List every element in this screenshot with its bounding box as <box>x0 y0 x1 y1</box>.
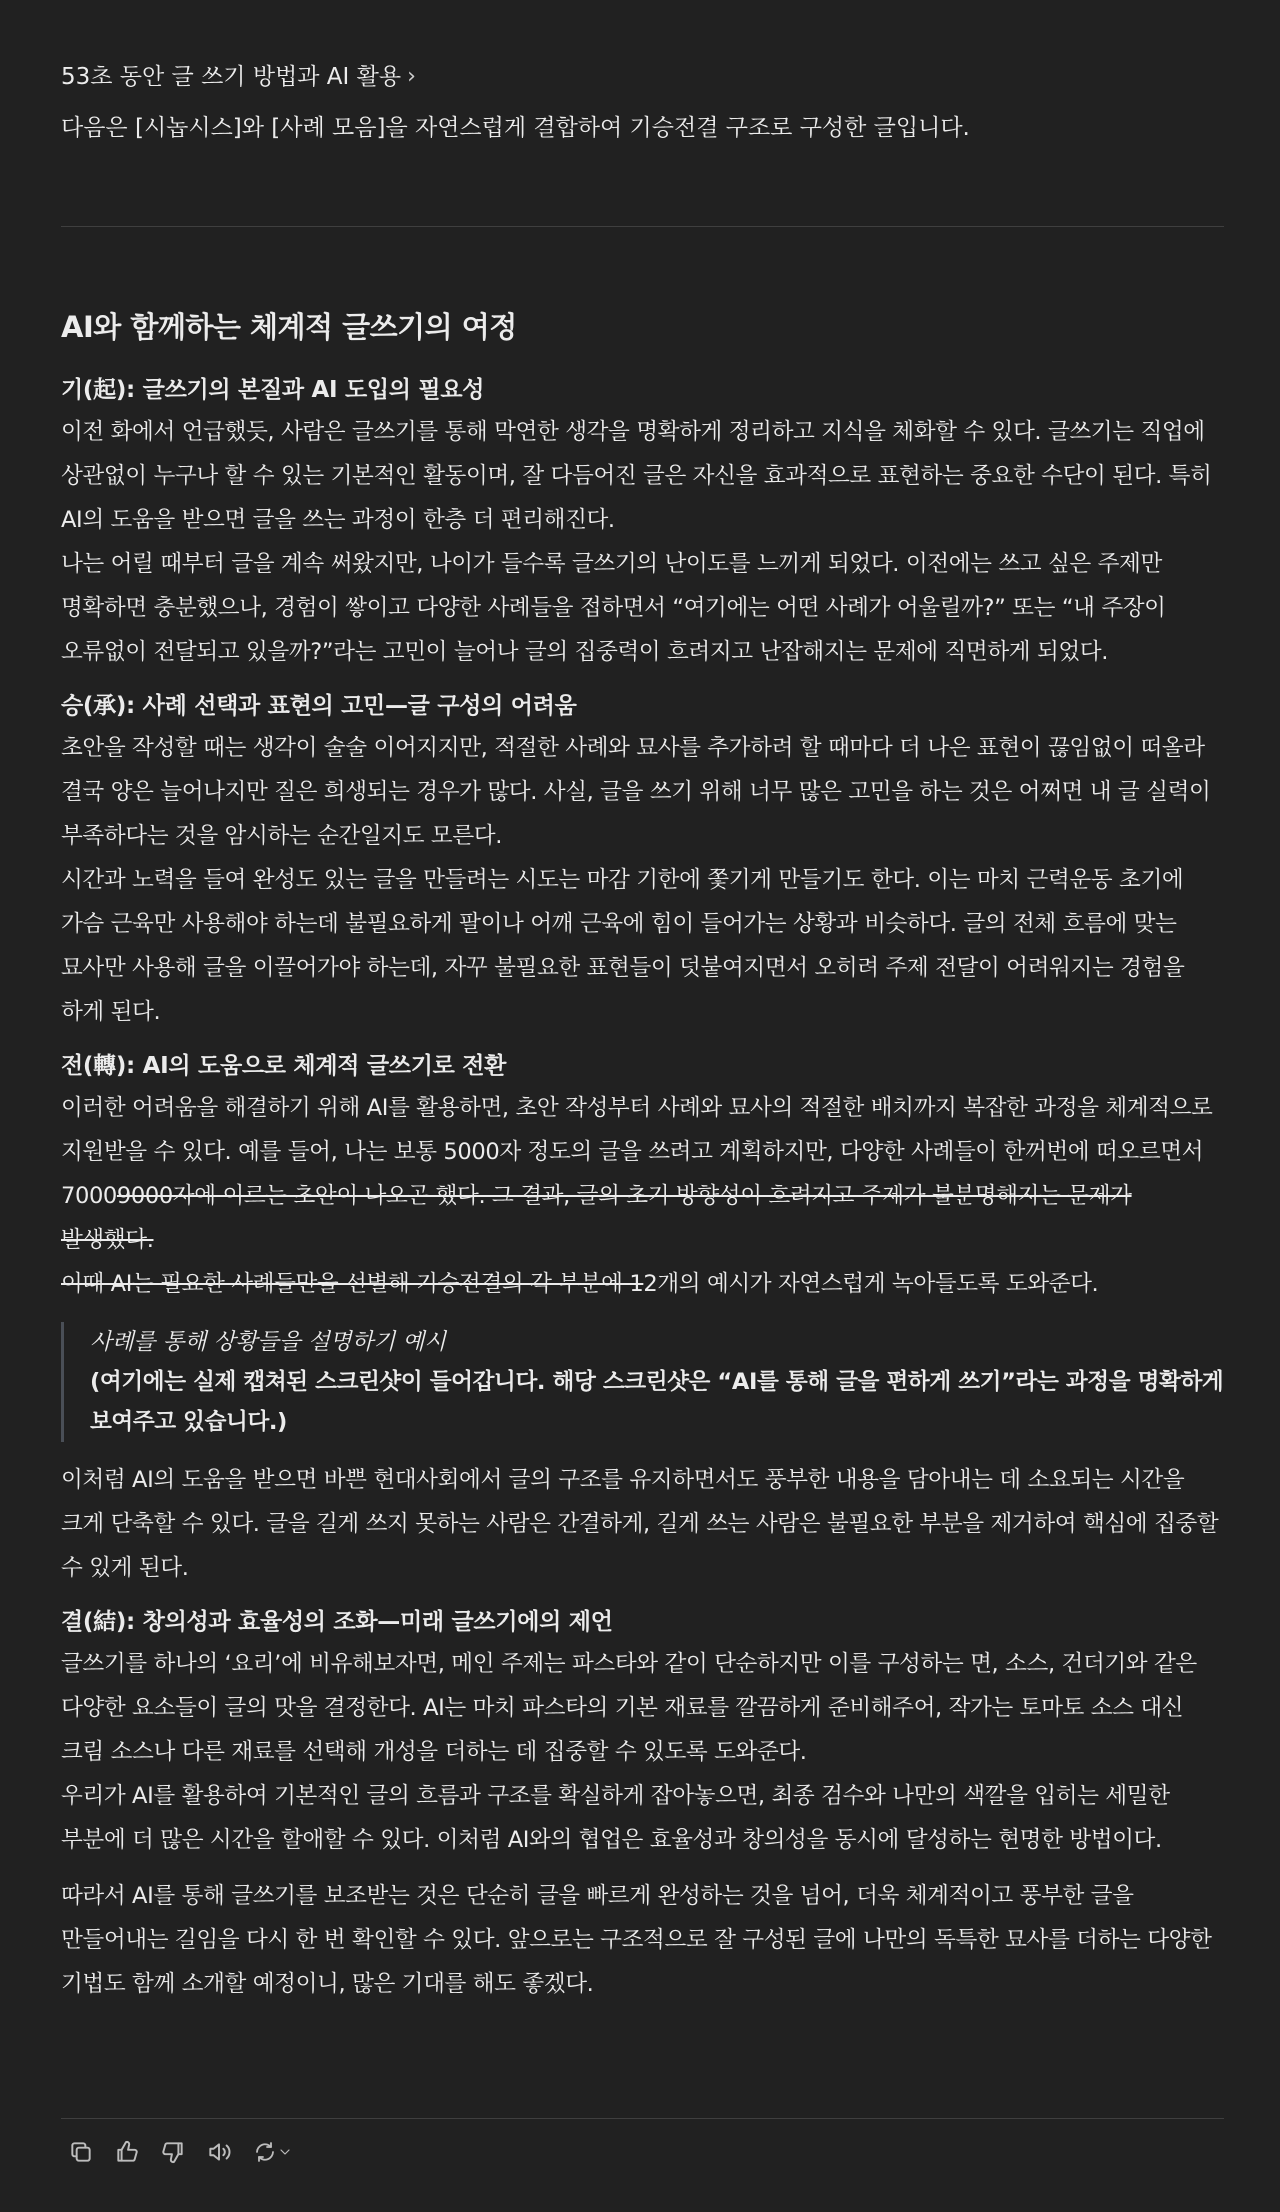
paragraph: 이처럼 AI의 도움을 받으면 바쁜 현대사회에서 글의 구조를 유지하면서도 풍부한 내용을 담아내는 데 소요되는 시간을 크게 단축할 수 있다. 글을 길게 쓰지 못하는 사람은 간결하게, 길게 쓰는 사람은 불필요한 부분을 제거하여 핵심에 집중할 수 있게 된다. <box>61 1467 1219 1581</box>
section-heading-gi: 기(起): 글쓰기의 본질과 AI 도입의 필요성 <box>61 377 485 403</box>
section-heading-seung: 승(承): 사례 선택과 표현의 고민—글 구성의 어려움 <box>61 693 577 719</box>
paragraph: 나는 어릴 때부터 글을 계속 써왔지만, 나이가 들수록 글쓰기의 난이도를 느끼게 되었다. 이전에는 쓰고 싶은 주제만 명확하면 충분했으나, 경험이 쌓이고 다양한 사례들을 접하면서 “여기에는 어떤 사례가 어울릴까?” 또는 “내 주장이 오류없이 전달되고 있을까?”라는 고민이 늘어나 글의 집중력이 흐려지고 난잡해지는 문제에 직면하게 되었다. <box>61 551 1166 665</box>
good-response-button[interactable] <box>107 2132 147 2172</box>
blockquote-body: (여기에는 실제 캡쳐된 스크린샷이 들어갑니다. 해당 스크린샷은 “AI를 통해 글을 편하게 쓰기”라는 과정을 명확하게 보여주고 있습니다.) <box>90 1369 1224 1435</box>
article-title: AI와 함께하는 체계적 글쓰기의 여정 <box>61 310 517 344</box>
regenerate-icon <box>253 2140 277 2164</box>
message-actions <box>61 2132 301 2172</box>
chevron-right-icon: › <box>407 64 416 89</box>
paragraph: 글쓰기를 하나의 ‘요리’에 비유해보자면, 메인 주제는 파스타와 같이 단순하지만 이를 구성하는 면, 소스, 건더기와 같은 다양한 요소들이 글의 맛을 결정한다. AI는 마치 파스타의 기본 재료를 깔끔하게 준비해주어, 작가는 토마토 소스 대신 크림 소스나 다른 재료를 선택해 개성을 더하는 데 집중할 수 있도록 도와준다. <box>61 1651 1197 1765</box>
read-aloud-button[interactable] <box>199 2132 239 2172</box>
paragraph <box>61 1086 1224 1262</box>
actions-divider <box>61 2118 1224 2119</box>
bad-response-button[interactable] <box>153 2132 193 2172</box>
strikethrough-text: 9000자에 이르는 초안이 나오곤 했다. 그 결과, 글의 초기 방향성이 흐려지고 주제가 불분명해지는 문제가 발생했다. <box>61 1183 1132 1253</box>
blockquote <box>61 1322 1224 1442</box>
thinking-summary-toggle[interactable] <box>61 60 416 94</box>
intro-text: 다음은 [시놉시스]와 [사례 모음]을 자연스럽게 결합하여 기승전결 구조로 구성한 글입니다. <box>61 115 970 141</box>
regenerate-button[interactable] <box>245 2132 301 2172</box>
section-heading-gyeol: 결(結): 창의성과 효율성의 조화—미래 글쓰기에의 제언 <box>61 1609 613 1635</box>
thumbs-down-icon <box>160 2139 186 2165</box>
chevron-down-icon <box>277 2144 293 2160</box>
paragraph-part: 2개의 예시가 자연스럽게 녹아들도록 도와준다. <box>643 1271 1099 1297</box>
paragraph: 시간과 노력을 들여 완성도 있는 글을 만들려는 시도는 마감 기한에 쫓기게 만들기도 한다. 이는 마치 근력운동 초기에 가슴 근육만 사용해야 하는데 불필요하게 팔이나 어깨 근육에 힘이 들어가는 상황과 비슷하다. 글의 전체 흐름에 맞는 묘사만 사용해 글을 이끌어가야 하는데, 자꾸 불필요한 표현들이 덧붙여지면서 오히려 주제 전달이 어려워지는 경험을 하게 된다. <box>61 867 1185 1025</box>
section-heading-jeon: 전(轉): AI의 도움으로 체계적 글쓰기로 전환 <box>61 1053 507 1079</box>
blockquote-title: 사례를 통해 상황들을 설명하기 예시 <box>90 1329 447 1355</box>
read-aloud-icon <box>206 2139 232 2165</box>
article-body <box>61 370 1224 2006</box>
divider <box>61 226 1224 227</box>
paragraph: 초안을 작성할 때는 생각이 술술 이어지지만, 적절한 사례와 묘사를 추가하려 할 때마다 더 나은 표현이 끊임없이 떠올라 결국 양은 늘어나지만 질은 희생되는 경우가 많다. 사실, 글을 쓰기 위해 너무 많은 고민을 하는 것은 어쩌면 내 글 실력이 부족하다는 것을 암시하는 순간일지도 모른다. <box>61 735 1211 849</box>
paragraph: 따라서 AI를 통해 글쓰기를 보조받는 것은 단순히 글을 빠르게 완성하는 것을 넘어, 더욱 체계적이고 풍부한 글을 만들어내는 길임을 다시 한 번 확인할 수 있다. 앞으로는 구조적으로 잘 구성된 글에 나만의 독특한 묘사를 더하는 다양한 기법도 함께 소개할 예정이니, 많은 기대를 해도 좋겠다. <box>61 1883 1212 1997</box>
paragraph <box>61 1262 1224 1306</box>
paragraph-part: 이러한 어려움을 해결하기 위해 AI를 활용하면, 초안 작성부터 사례와 묘사의 적절한 배치까지 복잡한 과정을 체계적으로 지원받을 수 있다. 예를 들어, 나는 보통 5000자 정도의 글을 쓰려고 계획하지만, 다양한 사례들이 한꺼번에 떠오르면서 7000 <box>61 1095 1213 1209</box>
copy-button[interactable] <box>61 2132 101 2172</box>
thinking-summary-label: 53초 동안 글 쓰기 방법과 AI 활용 <box>61 64 402 90</box>
paragraph: 이전 화에서 언급했듯, 사람은 글쓰기를 통해 막연한 생각을 명확하게 정리하고 지식을 체화할 수 있다. 글쓰기는 직업에 상관없이 누구나 할 수 있는 기본적인 활동이며, 잘 다듬어진 글은 자신을 효과적으로 표현하는 중요한 수단이 된다. 특히 AI의 도움을 받으면 글을 쓰는 과정이 한층 더 편리해진다. <box>61 419 1212 533</box>
strikethrough-text: 이때 AI는 필요한 사례들만을 선별해 기승전결의 각 부분에 1 <box>61 1271 644 1297</box>
copy-icon <box>68 2139 94 2165</box>
paragraph: 우리가 AI를 활용하여 기본적인 글의 흐름과 구조를 확실하게 잡아놓으면, 최종 검수와 나만의 색깔을 입히는 세밀한 부분에 더 많은 시간을 할애할 수 있다. 이처럼 AI와의 협업은 효율성과 창의성을 동시에 달성하는 현명한 방법이다. <box>61 1783 1170 1853</box>
thumbs-up-icon <box>114 2139 140 2165</box>
